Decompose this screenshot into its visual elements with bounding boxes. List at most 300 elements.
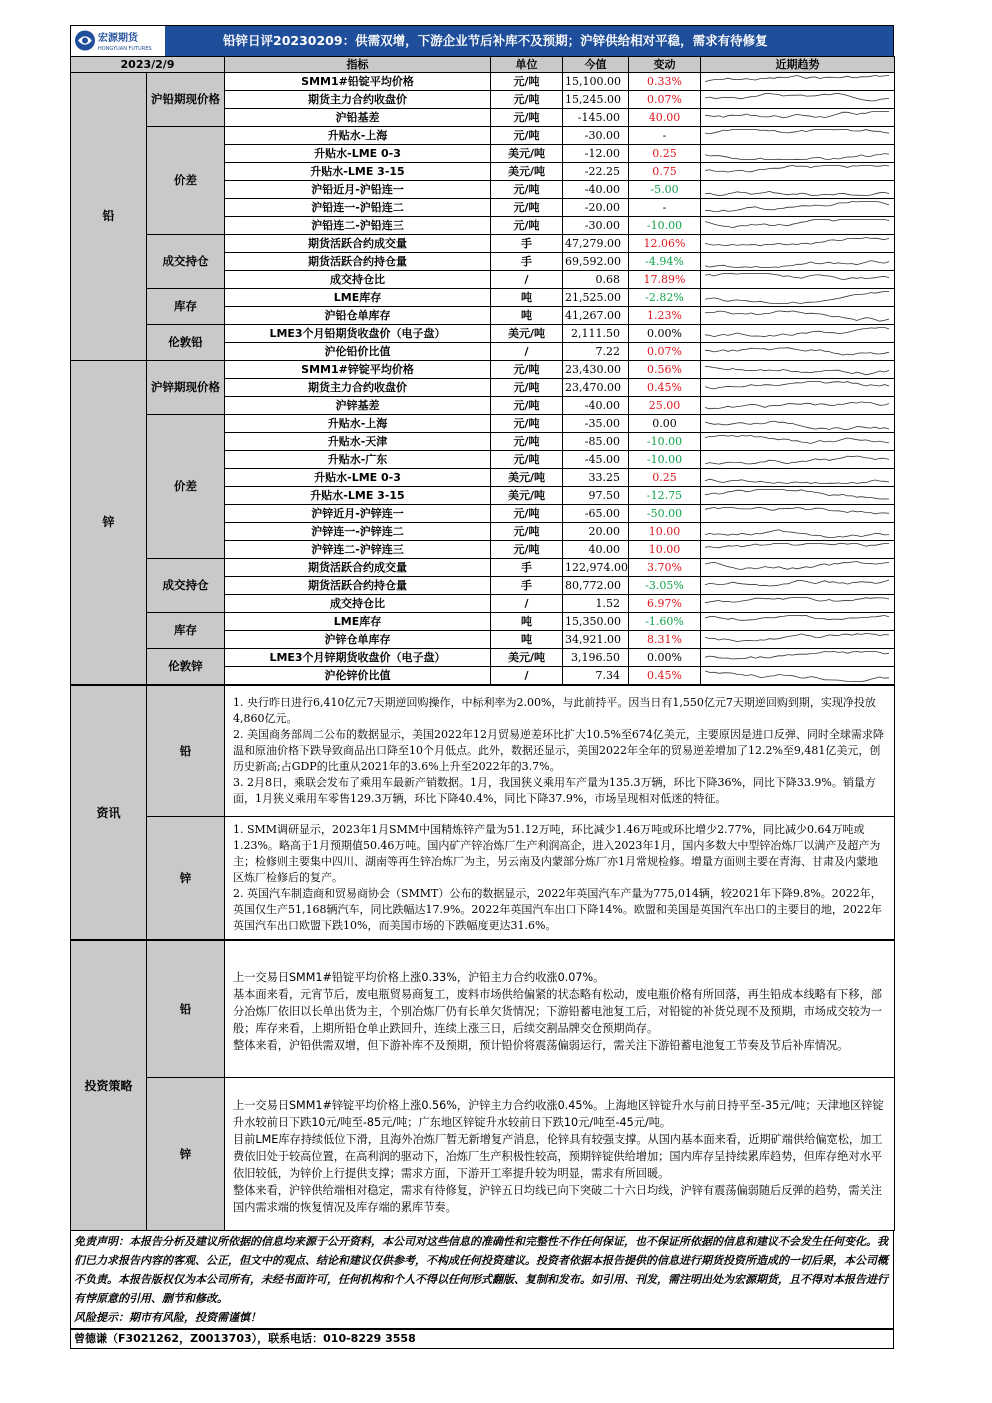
indicator-value: 122,974.00 <box>563 559 629 577</box>
indicator-name: 沪锌连二-沪锌连三 <box>225 541 491 559</box>
trend-cell <box>701 289 895 307</box>
indicator-value: 7.22 <box>563 343 629 361</box>
indicator-table <box>70 56 895 685</box>
indicator-change: 17.89% <box>629 271 701 289</box>
disclaimer <box>70 1231 894 1329</box>
table-row <box>71 325 895 343</box>
trend-cell <box>701 271 895 289</box>
strategy-zinc-p2: 目前LME库存持续低位下滑，且海外冶炼厂暂无新增复产消息，伦锌具有较强支撑。从国内基本面来看，近期矿端供给偏宽松，加工费依旧处于较高位置，在高利润的驱动下，冶炼厂生产积极性较高，预期锌锭供给增加；国内库存呈持续累库趋势，但库存绝对水平依旧较低，为锌价上行提供支撑；需求方面，下游开工率提升较为明显，需求有所回暖。 <box>233 1132 883 1180</box>
section-label: 铅 <box>71 73 147 361</box>
trend-cell <box>701 127 895 145</box>
indicator-name: 期货活跃合约持仓量 <box>225 253 491 271</box>
group-label: 伦敦铅 <box>147 325 225 361</box>
trend-sparkline <box>701 289 895 306</box>
trend-line <box>705 402 889 409</box>
indicator-name: SMM1#锌锭平均价格 <box>225 361 491 379</box>
indicator-unit: 吨 <box>491 613 563 631</box>
trend-sparkline <box>701 253 895 270</box>
company-logo <box>73 28 163 53</box>
indicator-unit: 元/吨 <box>491 361 563 379</box>
indicator-value: -65.00 <box>563 505 629 523</box>
trend-line <box>705 616 889 621</box>
trend-sparkline <box>701 307 895 324</box>
indicator-change: 0.56% <box>629 361 701 379</box>
column-header-row <box>71 57 895 73</box>
strategy-lead-p3: 整体来看，沪铅供需双增，但下游补库不及预期，预计铅价将震荡偏弱运行，需关注下游铅蓄电池复工节奏及节后补库情况。 <box>233 1038 849 1052</box>
trend-sparkline <box>701 487 895 504</box>
indicator-change: 12.06% <box>629 235 701 253</box>
trend-sparkline <box>701 577 895 594</box>
indicator-value: -30.00 <box>563 127 629 145</box>
indicator-value: 47,279.00 <box>563 235 629 253</box>
indicator-name: LME3个月铅期货收盘价（电子盘） <box>225 325 491 343</box>
indicator-change: 10.00 <box>629 541 701 559</box>
table-row <box>71 235 895 253</box>
trend-cell <box>701 379 895 397</box>
trend-cell <box>701 487 895 505</box>
trend-line <box>705 544 889 548</box>
trend-sparkline <box>701 397 895 414</box>
indicator-unit: / <box>491 667 563 685</box>
trend-cell <box>701 613 895 631</box>
indicator-change: -50.00 <box>629 505 701 523</box>
indicator-name: 期货活跃合约成交量 <box>225 235 491 253</box>
indicator-unit: 元/吨 <box>491 181 563 199</box>
trend-line <box>705 530 889 538</box>
indicator-value: 69,592.00 <box>563 253 629 271</box>
indicator-unit: 元/吨 <box>491 415 563 433</box>
trend-line <box>705 508 889 514</box>
indicator-unit: 美元/吨 <box>491 163 563 181</box>
col-indicator: 指标 <box>225 57 491 73</box>
trend-sparkline <box>701 415 895 432</box>
indicator-unit: 元/吨 <box>491 451 563 469</box>
trend-line <box>705 238 889 246</box>
news-table <box>70 685 895 940</box>
trend-line <box>705 154 889 160</box>
col-unit: 单位 <box>491 57 563 73</box>
trend-line <box>705 202 889 212</box>
logo-sub: HONGYUAN FUTURES <box>98 46 152 52</box>
trend-cell <box>701 91 895 109</box>
group-label: 库存 <box>147 613 225 649</box>
strategy-lead-p1: 上一交易日SMM1#铅锭平均价格上涨0.33%，沪铅主力合约收涨0.07%。 <box>233 970 605 984</box>
indicator-value: -30.00 <box>563 217 629 235</box>
group-label: 伦敦锌 <box>147 649 225 685</box>
trend-line <box>705 436 889 444</box>
logo-name: 宏源期货 <box>98 33 138 44</box>
indicator-unit: 元/吨 <box>491 541 563 559</box>
trend-cell <box>701 649 895 667</box>
trend-line <box>705 366 889 375</box>
report-header <box>70 25 894 56</box>
report-date: 2023/2/9 <box>71 57 225 73</box>
indicator-value: 0.68 <box>563 271 629 289</box>
trend-line <box>705 479 889 483</box>
indicator-value: 2,111.50 <box>563 325 629 343</box>
indicator-name: LME库存 <box>225 613 491 631</box>
group-label: 库存 <box>147 289 225 325</box>
strategy-zinc-p1: 上一交易日SMM1#锌锭平均价格上涨0.56%，沪锌主力合约收涨0.45%。上海地区锌锭升水与前日持平至-35元/吨；天津地区锌锭升水较前日下跌10元/吨至-85元/吨；广东地区锌锭升水较前日下跌10元/吨至-45元/吨。 <box>233 1098 884 1129</box>
indicator-unit: 美元/吨 <box>491 469 563 487</box>
trend-cell <box>701 469 895 487</box>
indicator-unit: 美元/吨 <box>491 145 563 163</box>
indicator-value: -145.00 <box>563 109 629 127</box>
report-frame <box>70 25 894 1349</box>
indicator-value: -40.00 <box>563 181 629 199</box>
indicator-name: SMM1#铅锭平均价格 <box>225 73 491 91</box>
trend-line <box>705 274 889 280</box>
trend-cell <box>701 451 895 469</box>
trend-line <box>705 652 889 660</box>
indicator-change: 6.97% <box>629 595 701 613</box>
indicator-name: 沪锌基差 <box>225 397 491 415</box>
trend-cell <box>701 145 895 163</box>
trend-sparkline <box>701 91 895 108</box>
indicator-name: 沪铅基差 <box>225 109 491 127</box>
indicator-name: 升贴水-上海 <box>225 127 491 145</box>
trend-line <box>705 311 889 321</box>
indicator-unit: 吨 <box>491 289 563 307</box>
indicator-name: 升贴水-LME 0-3 <box>225 145 491 163</box>
trend-line <box>705 76 889 82</box>
indicator-change: 40.00 <box>629 109 701 127</box>
table-row <box>71 415 895 433</box>
trend-line <box>705 580 889 586</box>
indicator-change: -12.75 <box>629 487 701 505</box>
indicator-change: - <box>629 199 701 217</box>
indicator-value: 7.34 <box>563 667 629 685</box>
indicator-unit: 手 <box>491 577 563 595</box>
trend-sparkline <box>701 235 895 252</box>
table-row <box>71 361 895 379</box>
indicator-name: 沪铅连一-沪铅连二 <box>225 199 491 217</box>
group-label: 成交持仓 <box>147 559 225 613</box>
indicator-name: 沪铅近月-沪铅连一 <box>225 181 491 199</box>
indicator-change: 1.23% <box>629 307 701 325</box>
indicator-change: 10.00 <box>629 523 701 541</box>
group-label: 沪铅期现价格 <box>147 73 225 127</box>
indicator-change: 0.07% <box>629 343 701 361</box>
strategy-zinc-text <box>225 1078 895 1231</box>
strategy-zinc-p3: 整体来看，沪锌供给端相对稳定，需求有待修复，沪锌五日均线已向下突破二十六日均线，沪锌有震荡偏弱随后反弹的趋势，需关注国内需求端的恢复情况及库存端的累库节奏。 <box>233 1183 882 1214</box>
indicator-name: 期货主力合约收盘价 <box>225 91 491 109</box>
table-row <box>71 649 895 667</box>
indicator-unit: 手 <box>491 559 563 577</box>
indicator-unit: 手 <box>491 235 563 253</box>
indicator-unit: 元/吨 <box>491 433 563 451</box>
col-value: 今值 <box>563 57 629 73</box>
indicator-value: -85.00 <box>563 433 629 451</box>
strategy-section-label: 投资策略 <box>71 941 147 1231</box>
trend-cell <box>701 631 895 649</box>
indicator-value: -45.00 <box>563 451 629 469</box>
indicator-unit: 元/吨 <box>491 397 563 415</box>
indicator-change: 0.45% <box>629 667 701 685</box>
trend-sparkline <box>701 379 895 396</box>
trend-line <box>705 456 889 464</box>
trend-cell <box>701 541 895 559</box>
indicator-unit: 元/吨 <box>491 109 563 127</box>
disclaimer-text: 免责声明：本报告分析及建议所依据的信息均来源于公开资料，本公司对这些信息的准确性和完整性不作任何保证，也不保证所依据的信息和建议不会发生任何变化。我们已力求报告内容的客观、公正，但文中的观点、结论和建议仅供参考，不构成任何投资建议。投资者依据本报告提供的信息进行期货投资所造成的一切后果，本公司概不负责。本报告版权仅为本公司所有，未经书面许可，任何机构和个人不得以任何形式翻版、复制和发布。如引用、刊发，需注明出处为宏源期货，且不得对本报告进行有悖原意的引用、删节和修改。 <box>74 1235 888 1305</box>
indicator-value: 3,196.50 <box>563 649 629 667</box>
trend-line <box>705 292 889 304</box>
indicator-change: 0.33% <box>629 73 701 91</box>
indicator-change: 0.00 <box>629 415 701 433</box>
table-row <box>71 613 895 631</box>
indicator-change: 0.25 <box>629 469 701 487</box>
indicator-name: 期货活跃合约持仓量 <box>225 577 491 595</box>
trend-line <box>705 220 889 228</box>
indicator-value: 97.50 <box>563 487 629 505</box>
indicator-name: 升贴水-LME 3-15 <box>225 487 491 505</box>
indicator-value: 80,772.00 <box>563 577 629 595</box>
indicator-unit: 元/吨 <box>491 505 563 523</box>
indicator-unit: 元/吨 <box>491 379 563 397</box>
trend-line <box>705 328 889 337</box>
indicator-change: -1.60% <box>629 613 701 631</box>
indicator-change: 0.45% <box>629 379 701 397</box>
trend-cell <box>701 163 895 181</box>
trend-line <box>705 130 889 134</box>
indicator-value: 40.00 <box>563 541 629 559</box>
indicator-name: 升贴水-上海 <box>225 415 491 433</box>
trend-cell <box>701 595 895 613</box>
trend-sparkline <box>701 271 895 288</box>
indicator-change: 25.00 <box>629 397 701 415</box>
trend-cell <box>701 73 895 91</box>
news-lead-p1: 1. 央行昨日进行6,410亿元7天期逆回购操作，中标利率为2.00%，与此前持平。因当日有1,550亿元7天期逆回购到期，实现净投放4,860亿元。 <box>233 696 876 725</box>
strategy-lead-p2: 基本面来看，元宵节后，废电瓶贸易商复工，废料市场供给偏紧的状态略有松动，废电瓶价格有所回落，再生铅成本线略有下移，部分冶炼厂依旧以长单出货为主，个别冶炼厂仍有长单欠货情况；下游铅蓄电池复工后，对铅锭的补货兑现不及预期，市场成交较为一般；库存来看，上期所铅仓单止跌回升，连续上涨三日，后续交割品牌交仓预期尚存。 <box>233 987 882 1035</box>
trend-cell <box>701 343 895 361</box>
trend-sparkline <box>701 217 895 234</box>
trend-cell <box>701 109 895 127</box>
indicator-value: -35.00 <box>563 415 629 433</box>
col-trend: 近期趋势 <box>701 57 895 73</box>
indicator-name: 升贴水-广东 <box>225 451 491 469</box>
group-label: 成交持仓 <box>147 235 225 289</box>
indicator-name: 沪锌连一-沪锌连二 <box>225 523 491 541</box>
indicator-name: 沪铅连二-沪铅连三 <box>225 217 491 235</box>
trend-cell <box>701 397 895 415</box>
trend-line <box>705 382 889 389</box>
news-zinc-p1: 1. SMM调研显示，2023年1月SMM中国精炼锌产量为51.12万吨，环比减少1.46万吨或环比增少2.77%，同比减少0.64万吨或1.23%。略高于1月预期值50.46万吨。国内矿产锌冶炼厂生产利润高企，进入2023年1月，国内多数大中型锌冶炼厂以满产及超产为主；检修则主要集中四川、湖南等再生锌冶炼厂为主，另云南及内蒙部分炼厂亦1月常规检修。增量方面则主要在青海、甘肃及内蒙地区炼厂检修后的复产。 <box>233 823 881 884</box>
table-row <box>71 289 895 307</box>
indicator-name: LME库存 <box>225 289 491 307</box>
indicator-value: 21,525.00 <box>563 289 629 307</box>
indicator-unit: 元/吨 <box>491 73 563 91</box>
indicator-name: LME3个月锌期货收盘价（电子盘） <box>225 649 491 667</box>
strategy-lead-text <box>225 941 895 1078</box>
indicator-change: 0.00% <box>629 325 701 343</box>
indicator-change: -2.82% <box>629 289 701 307</box>
trend-cell <box>701 433 895 451</box>
indicator-unit: 美元/吨 <box>491 487 563 505</box>
trend-sparkline <box>701 667 895 684</box>
indicator-value: -22.25 <box>563 163 629 181</box>
indicator-name: 升贴水-LME 0-3 <box>225 469 491 487</box>
indicator-change: - <box>629 127 701 145</box>
trend-cell <box>701 559 895 577</box>
indicator-change: 0.07% <box>629 91 701 109</box>
trend-sparkline <box>701 649 895 666</box>
trend-cell <box>701 199 895 217</box>
indicator-unit: / <box>491 595 563 613</box>
indicator-value: 20.00 <box>563 523 629 541</box>
indicator-unit: 元/吨 <box>491 217 563 235</box>
indicator-unit: 元/吨 <box>491 523 563 541</box>
trend-line <box>705 166 889 173</box>
indicator-value: 33.25 <box>563 469 629 487</box>
indicator-change: 8.31% <box>629 631 701 649</box>
indicator-name: 期货活跃合约成交量 <box>225 559 491 577</box>
trend-sparkline <box>701 505 895 522</box>
trend-cell <box>701 415 895 433</box>
strategy-lead-label: 铅 <box>147 941 225 1078</box>
indicator-value: 23,430.00 <box>563 361 629 379</box>
trend-cell <box>701 577 895 595</box>
trend-cell <box>701 523 895 541</box>
trend-line <box>705 191 889 195</box>
indicator-name: 沪锌仓单库存 <box>225 631 491 649</box>
trend-sparkline <box>701 631 895 648</box>
indicator-change: 3.70% <box>629 559 701 577</box>
trend-sparkline <box>701 199 895 216</box>
indicator-value: 23,470.00 <box>563 379 629 397</box>
indicator-value: 1.52 <box>563 595 629 613</box>
indicator-unit: 元/吨 <box>491 91 563 109</box>
indicator-unit: 美元/吨 <box>491 325 563 343</box>
trend-cell <box>701 253 895 271</box>
news-zinc-label: 锌 <box>147 817 225 940</box>
indicator-unit: 手 <box>491 253 563 271</box>
trend-sparkline <box>701 145 895 162</box>
group-label: 价差 <box>147 127 225 235</box>
trend-cell <box>701 505 895 523</box>
trend-sparkline <box>701 469 895 486</box>
indicator-change: -5.00 <box>629 181 701 199</box>
indicator-unit: 元/吨 <box>491 199 563 217</box>
indicator-unit: 吨 <box>491 631 563 649</box>
col-change: 变动 <box>629 57 701 73</box>
trend-cell <box>701 325 895 343</box>
news-lead-p2: 2. 美国商务部周二公布的数据显示，美国2022年12月贸易逆差环比扩大10.5%至674亿美元，主要原因是进口反弹、同时全球需求降温和原油价格下跌导致商品出口降至10个月低点。此外，数据还显示，美国2022年全年的贸易逆差增加了12.2%至9,481亿美元，创历史新高;占GDP的比重从2021年的3.6%上升至2022年的3.7%。 <box>233 728 884 773</box>
indicator-change: 0.75 <box>629 163 701 181</box>
trend-sparkline <box>701 559 895 576</box>
indicator-unit: 元/吨 <box>491 127 563 145</box>
trend-cell <box>701 307 895 325</box>
trend-sparkline <box>701 325 895 342</box>
trend-line <box>705 261 889 268</box>
indicator-name: 沪伦锌价比值 <box>225 667 491 685</box>
trend-sparkline <box>701 613 895 630</box>
news-lead-label: 铅 <box>147 686 225 817</box>
indicator-change: 0.25 <box>629 145 701 163</box>
indicator-value: 15,100.00 <box>563 73 629 91</box>
news-zinc-text <box>225 817 895 940</box>
trend-line <box>705 634 889 642</box>
table-row <box>71 73 895 91</box>
trend-cell <box>701 217 895 235</box>
indicator-value: 41,267.00 <box>563 307 629 325</box>
indicator-change: 0.00% <box>629 649 701 667</box>
trend-cell <box>701 181 895 199</box>
indicator-unit: / <box>491 343 563 361</box>
indicator-name: 成交持仓比 <box>225 271 491 289</box>
trend-sparkline <box>701 163 895 180</box>
trend-cell <box>701 235 895 253</box>
news-lead-p3: 3. 2月8日，乘联会发布了乘用车最新产销数据。1月，我国狭义乘用车产量为135.3万辆，环比下降36%，同比下降33.9%。销量方面，1月狭义乘用车零售129.3万辆，环比下降40.4%，同比下降37.9%，市场呈现相对低迷的特征。 <box>233 776 876 805</box>
indicator-change: -3.05% <box>629 577 701 595</box>
indicator-name: 沪伦铅价比值 <box>225 343 491 361</box>
indicator-value: -12.00 <box>563 145 629 163</box>
analyst-contact: 曾德谦（F3021262，Z0013703），联系电话：010-8229 3558 <box>70 1329 894 1349</box>
news-section-label: 资讯 <box>71 686 147 940</box>
report-title: 铅锌日评20230209：供需双增，下游企业节后补库不及预期；沪锌供给相对平稳，需求有待修复 <box>165 26 893 56</box>
trend-sparkline <box>701 73 895 90</box>
indicator-change: -10.00 <box>629 217 701 235</box>
strategy-zinc-label: 锌 <box>147 1078 225 1231</box>
trend-sparkline <box>701 451 895 468</box>
trend-line <box>705 671 889 682</box>
indicator-value: -40.00 <box>563 397 629 415</box>
trend-line <box>705 490 889 500</box>
indicator-value: -20.00 <box>563 199 629 217</box>
table-row <box>71 127 895 145</box>
indicator-name: 成交持仓比 <box>225 595 491 613</box>
strategy-table <box>70 940 895 1231</box>
indicator-name: 升贴水-LME 3-15 <box>225 163 491 181</box>
trend-line <box>705 112 889 118</box>
trend-sparkline <box>701 433 895 450</box>
section-label: 锌 <box>71 361 147 685</box>
news-lead-text <box>225 686 895 817</box>
indicator-name: 升贴水-天津 <box>225 433 491 451</box>
trend-sparkline <box>701 127 895 144</box>
trend-line <box>705 598 889 603</box>
indicator-unit: / <box>491 271 563 289</box>
trend-sparkline <box>701 361 895 378</box>
trend-line <box>705 94 889 101</box>
indicator-unit: 吨 <box>491 307 563 325</box>
trend-sparkline <box>701 181 895 198</box>
indicator-value: 34,921.00 <box>563 631 629 649</box>
trend-cell <box>701 667 895 685</box>
trend-line <box>705 421 889 429</box>
indicator-change: -10.00 <box>629 433 701 451</box>
trend-sparkline <box>701 523 895 540</box>
indicator-change: -10.00 <box>629 451 701 469</box>
trend-line <box>705 562 889 570</box>
indicator-name: 沪锌近月-沪锌连一 <box>225 505 491 523</box>
trend-sparkline <box>701 541 895 558</box>
indicator-unit: 美元/吨 <box>491 649 563 667</box>
indicator-value: 15,245.00 <box>563 91 629 109</box>
group-label: 价差 <box>147 415 225 559</box>
trend-cell <box>701 361 895 379</box>
trend-sparkline <box>701 595 895 612</box>
risk-warning: 风险提示：期市有风险，投资需谨慎！ <box>74 1311 261 1324</box>
indicator-change: -4.94% <box>629 253 701 271</box>
table-row <box>71 559 895 577</box>
indicator-name: 沪铅仓单库存 <box>225 307 491 325</box>
indicator-name: 期货主力合约收盘价 <box>225 379 491 397</box>
group-label: 沪锌期现价格 <box>147 361 225 415</box>
news-zinc-p2: 2. 英国汽车制造商和贸易商协会（SMMT）公布的数据显示，2022年英国汽车产量为775,014辆，较2021年下降9.8%。2022年，英国仅生产51,168辆汽车，同比跌幅达17.9%。2022年英国汽车出口下降14%。欧盟和美国是英国汽车出口的主要目的地，2022年英国汽车出口欧盟下跌10%，而美国市场的下跌幅度更达31.6%。 <box>233 887 882 932</box>
trend-sparkline <box>701 343 895 360</box>
trend-line <box>705 348 889 355</box>
trend-sparkline <box>701 109 895 126</box>
